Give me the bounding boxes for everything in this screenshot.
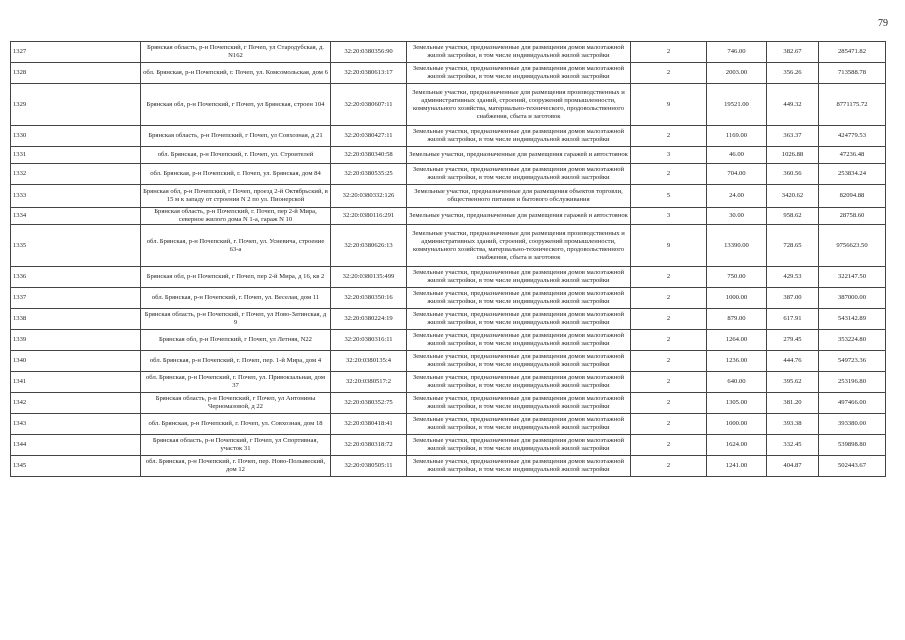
table-row (11, 42, 886, 63)
area-cell: 2003.00 (707, 63, 767, 84)
row-number: 1340 (11, 351, 141, 372)
cadastral-number-cell: 32:20:0380316:11 (331, 330, 407, 351)
row-number: 1338 (11, 309, 141, 330)
row-number: 1328 (11, 63, 141, 84)
group-code-cell: 2 (631, 330, 707, 351)
land-use-cell: Земельные участки, предназначенные для размещения домов малоэтажной жилой застройки, в том числе индивидуальной жилой застройки (407, 414, 631, 435)
address-cell: обл. Брянская, р-н Почепский, г. Почеп, ул. Строителей (141, 147, 331, 164)
area-cell: 1236.00 (707, 351, 767, 372)
address-cell: Брянская область, р-н Почепский, г. Почеп, пер 2-й Мира, северное жилого дома N 1-а, гараж N 10 (141, 208, 331, 225)
address-cell: обл. Брянская, р-н Почепский, г. Почеп, ул. Привокзальная, дом 37 (141, 372, 331, 393)
row-number: 1333 (11, 185, 141, 208)
cadastral-number-cell: 32:20:0380350:16 (331, 288, 407, 309)
address-cell: Брянская обл, р-н Почепский, г Почеп, ул Брянская, строен 104 (141, 84, 331, 126)
row-number: 1337 (11, 288, 141, 309)
row-number: 1334 (11, 208, 141, 225)
area-cell: 1264.00 (707, 330, 767, 351)
row-number: 1339 (11, 330, 141, 351)
table-row (11, 147, 886, 164)
land-use-cell: Земельные участки, предназначенные для размещения производственных и административных зданий, строений, сооружений промышленности, коммунального хозяйства, материально-технического, продовольственного снабжения, сбыта и заготовок (407, 225, 631, 267)
row-number: 1331 (11, 147, 141, 164)
cadastral-number-cell: 32:20:0380224:19 (331, 309, 407, 330)
cadastral-number-cell: 32:20:0380135:4 (331, 351, 407, 372)
specific-value-cell: 332.45 (767, 435, 819, 456)
area-cell: 1241.00 (707, 456, 767, 477)
cadastral-value-cell: 539898.80 (819, 435, 886, 456)
cadastral-number-cell: 32:20:0380340:58 (331, 147, 407, 164)
cadastral-number-cell: 32:20:0380626:13 (331, 225, 407, 267)
land-use-cell: Земельные участки, предназначенные для размещения домов малоэтажной жилой застройки, в том числе индивидуальной жилой застройки (407, 309, 631, 330)
area-cell: 1000.00 (707, 414, 767, 435)
group-code-cell: 2 (631, 393, 707, 414)
address-cell: обл. Брянская, р-н Почепский, г. Почеп, ул. Усиевича, строение 63-а (141, 225, 331, 267)
specific-value-cell: 958.62 (767, 208, 819, 225)
table-row (11, 309, 886, 330)
cadastral-number-cell: 32:20:0380352:75 (331, 393, 407, 414)
specific-value-cell: 1026.88 (767, 147, 819, 164)
cadastral-number-cell: 32:20:0380535:25 (331, 164, 407, 185)
group-code-cell: 2 (631, 309, 707, 330)
specific-value-cell: 356.26 (767, 63, 819, 84)
cadastral-value-cell: 353224.80 (819, 330, 886, 351)
land-use-cell: Земельные участки, предназначенные для размещения домов малоэтажной жилой застройки, в том числе индивидуальной жилой застройки (407, 267, 631, 288)
land-use-cell: Земельные участки, предназначенные для размещения домов малоэтажной жилой застройки, в том числе индивидуальной жилой застройки (407, 126, 631, 147)
land-use-cell: Земельные участки, предназначенные для размещения домов малоэтажной жилой застройки, в том числе индивидуальной жилой застройки (407, 456, 631, 477)
row-number: 1330 (11, 126, 141, 147)
group-code-cell: 2 (631, 126, 707, 147)
cadastral-value-table (10, 41, 886, 477)
row-number: 1336 (11, 267, 141, 288)
cadastral-value-cell: 393380.00 (819, 414, 886, 435)
land-use-cell: Земельные участки, предназначенные для размещения домов малоэтажной жилой застройки, в том числе индивидуальной жилой застройки (407, 393, 631, 414)
row-number: 1342 (11, 393, 141, 414)
cadastral-value-cell: 543142.89 (819, 309, 886, 330)
area-cell: 1000.00 (707, 288, 767, 309)
group-code-cell: 2 (631, 267, 707, 288)
cadastral-value-cell: 285471.82 (819, 42, 886, 63)
group-code-cell: 2 (631, 42, 707, 63)
cadastral-value-cell: 424779.53 (819, 126, 886, 147)
land-use-cell: Земельные участки, предназначенные для размещения домов малоэтажной жилой застройки, в том числе индивидуальной жилой застройки (407, 42, 631, 63)
land-use-cell: Земельные участки, предназначенные для размещения объектов торговли, общественного питания и бытового обслуживания (407, 185, 631, 208)
specific-value-cell: 3420.62 (767, 185, 819, 208)
cadastral-value-cell: 28758.60 (819, 208, 886, 225)
cadastral-number-cell: 32:20:0380418:41 (331, 414, 407, 435)
cadastral-value-cell: 549723.36 (819, 351, 886, 372)
specific-value-cell: 387.00 (767, 288, 819, 309)
table-row (11, 435, 886, 456)
specific-value-cell: 444.76 (767, 351, 819, 372)
land-use-cell: Земельные участки, предназначенные для размещения домов малоэтажной жилой застройки, в том числе индивидуальной жилой застройки (407, 288, 631, 309)
address-cell: Брянская обл, р-н Почепский, г Почеп, проезд 2-й Октябрьский, в 15 м к западу от строения N 2 по ул. Пионерской (141, 185, 331, 208)
table-row (11, 393, 886, 414)
group-code-cell: 9 (631, 84, 707, 126)
land-use-cell: Земельные участки, предназначенные для размещения домов малоэтажной жилой застройки, в том числе индивидуальной жилой застройки (407, 372, 631, 393)
address-cell: Брянская область, р-н Почепский, г Почеп, ул Антонины Черномазовой, д 22 (141, 393, 331, 414)
row-number: 1335 (11, 225, 141, 267)
specific-value-cell: 429.53 (767, 267, 819, 288)
area-cell: 640.00 (707, 372, 767, 393)
specific-value-cell: 279.45 (767, 330, 819, 351)
specific-value-cell: 617.91 (767, 309, 819, 330)
cadastral-value-cell: 82094.88 (819, 185, 886, 208)
area-cell: 746.00 (707, 42, 767, 63)
cadastral-number-cell: 32:20:0380607:11 (331, 84, 407, 126)
address-cell: Брянская область, р-н Почепский, г Почеп, ул Совхозная, д 21 (141, 126, 331, 147)
table-row (11, 63, 886, 84)
group-code-cell: 2 (631, 351, 707, 372)
table-row (11, 208, 886, 225)
group-code-cell: 5 (631, 185, 707, 208)
group-code-cell: 2 (631, 372, 707, 393)
specific-value-cell: 382.67 (767, 42, 819, 63)
cadastral-number-cell: 32:20:0380318:72 (331, 435, 407, 456)
row-number: 1329 (11, 84, 141, 126)
address-cell: обл. Брянская, р-н Почепский, г. Почеп, пер. Ново-Полывеский, дом 12 (141, 456, 331, 477)
address-cell: обл. Брянская, р-н Почепский, г. Почеп, ул. Совхозная, дом 18 (141, 414, 331, 435)
cadastral-number-cell: 32:20:0380427:11 (331, 126, 407, 147)
cadastral-number-cell: 32:20:0380332:126 (331, 185, 407, 208)
area-cell: 750.00 (707, 267, 767, 288)
cadastral-number-cell: 32:20:0380116:291 (331, 208, 407, 225)
area-cell: 704.00 (707, 164, 767, 185)
land-use-cell: Земельные участки, предназначенные для размещения гаражей и автостоянок (407, 208, 631, 225)
cadastral-number-cell: 32:20:0380505:11 (331, 456, 407, 477)
page-number: 79 (878, 18, 888, 29)
group-code-cell: 2 (631, 164, 707, 185)
row-number: 1344 (11, 435, 141, 456)
group-code-cell: 3 (631, 208, 707, 225)
table-row (11, 456, 886, 477)
group-code-cell: 2 (631, 456, 707, 477)
table-row (11, 164, 886, 185)
specific-value-cell: 395.62 (767, 372, 819, 393)
land-use-cell: Земельные участки, предназначенные для размещения производственных и административных зданий, строений, сооружений промышленности, коммунального хозяйства, материально-технического, продовольственного снабжения, сбыта и заготовок (407, 84, 631, 126)
area-cell: 30.00 (707, 208, 767, 225)
specific-value-cell: 363.37 (767, 126, 819, 147)
land-use-cell: Земельные участки, предназначенные для размещения домов малоэтажной жилой застройки, в том числе индивидуальной жилой застройки (407, 351, 631, 372)
land-use-cell: Земельные участки, предназначенные для размещения домов малоэтажной жилой застройки, в том числе индивидуальной жилой застройки (407, 63, 631, 84)
area-cell: 24.00 (707, 185, 767, 208)
group-code-cell: 2 (631, 435, 707, 456)
cadastral-value-cell: 713588.78 (819, 63, 886, 84)
table-row (11, 351, 886, 372)
specific-value-cell: 381.20 (767, 393, 819, 414)
cadastral-value-cell: 497466.00 (819, 393, 886, 414)
cadastral-value-cell: 253834.24 (819, 164, 886, 185)
table-row (11, 414, 886, 435)
address-cell: обл. Брянская, р-н Почепский, г. Почеп, ул. Веселая, дом 11 (141, 288, 331, 309)
row-number: 1341 (11, 372, 141, 393)
area-cell: 19521.00 (707, 84, 767, 126)
specific-value-cell: 393.38 (767, 414, 819, 435)
address-cell: Брянская область, р-н Почепский, г Почеп, ул Ново-Затинская, д 9 (141, 309, 331, 330)
address-cell: Брянская область, р-н Почепский, г Почеп, ул Стародубская, д. N162 (141, 42, 331, 63)
group-code-cell: 3 (631, 147, 707, 164)
row-number: 1332 (11, 164, 141, 185)
group-code-cell: 2 (631, 63, 707, 84)
area-cell: 13390.00 (707, 225, 767, 267)
address-cell: обл. Брянская, р-н Почепский, г. Почеп, пер. 1-й Мира, дом 4 (141, 351, 331, 372)
specific-value-cell: 404.87 (767, 456, 819, 477)
table-row (11, 267, 886, 288)
group-code-cell: 9 (631, 225, 707, 267)
cadastral-value-cell: 9756623.50 (819, 225, 886, 267)
table-body (11, 42, 886, 477)
specific-value-cell: 728.65 (767, 225, 819, 267)
row-number: 1345 (11, 456, 141, 477)
address-cell: обл. Брянская, р-н Почепский, г. Почеп, ул. Комсомольская, дом 6 (141, 63, 331, 84)
area-cell: 1169.00 (707, 126, 767, 147)
area-cell: 46.00 (707, 147, 767, 164)
cadastral-value-cell: 502443.67 (819, 456, 886, 477)
address-cell: Брянская область, р-н Почепский, г Почеп, ул Спортивная, участок 31 (141, 435, 331, 456)
table-row (11, 126, 886, 147)
row-number: 1327 (11, 42, 141, 63)
cadastral-value-cell: 387000.00 (819, 288, 886, 309)
area-cell: 1624.00 (707, 435, 767, 456)
cadastral-number-cell: 32:20:0380356:90 (331, 42, 407, 63)
address-cell: Брянская обл, р-н Почепский, г Почеп, ул Летняя, N22 (141, 330, 331, 351)
table-row (11, 330, 886, 351)
land-use-cell: Земельные участки, предназначенные для размещения гаражей и автостоянок (407, 147, 631, 164)
cadastral-value-cell: 253196.80 (819, 372, 886, 393)
area-cell: 1305.00 (707, 393, 767, 414)
specific-value-cell: 449.32 (767, 84, 819, 126)
specific-value-cell: 360.56 (767, 164, 819, 185)
cadastral-value-cell: 47236.48 (819, 147, 886, 164)
group-code-cell: 2 (631, 414, 707, 435)
table-row (11, 372, 886, 393)
cadastral-number-cell: 32:20:0380517:2 (331, 372, 407, 393)
address-cell: обл. Брянская, р-н Почепский, г. Почеп, ул. Брянская, дом 84 (141, 164, 331, 185)
cadastral-value-cell: 322147.50 (819, 267, 886, 288)
table-row (11, 288, 886, 309)
row-number: 1343 (11, 414, 141, 435)
cadastral-number-cell: 32:20:0380613:17 (331, 63, 407, 84)
group-code-cell: 2 (631, 288, 707, 309)
address-cell: Брянская обл, р-н Почепский, г Почеп, пер 2-й Мира, д 16, кв 2 (141, 267, 331, 288)
land-use-cell: Земельные участки, предназначенные для размещения домов малоэтажной жилой застройки, в том числе индивидуальной жилой застройки (407, 164, 631, 185)
cadastral-value-cell: 8771175.72 (819, 84, 886, 126)
area-cell: 879.00 (707, 309, 767, 330)
land-use-cell: Земельные участки, предназначенные для размещения домов малоэтажной жилой застройки, в том числе индивидуальной жилой застройки (407, 330, 631, 351)
table-row (11, 225, 886, 267)
table-row (11, 185, 886, 208)
table-row (11, 84, 886, 126)
land-use-cell: Земельные участки, предназначенные для размещения домов малоэтажной жилой застройки, в том числе индивидуальной жилой застройки (407, 435, 631, 456)
cadastral-number-cell: 32:20:0380135:499 (331, 267, 407, 288)
